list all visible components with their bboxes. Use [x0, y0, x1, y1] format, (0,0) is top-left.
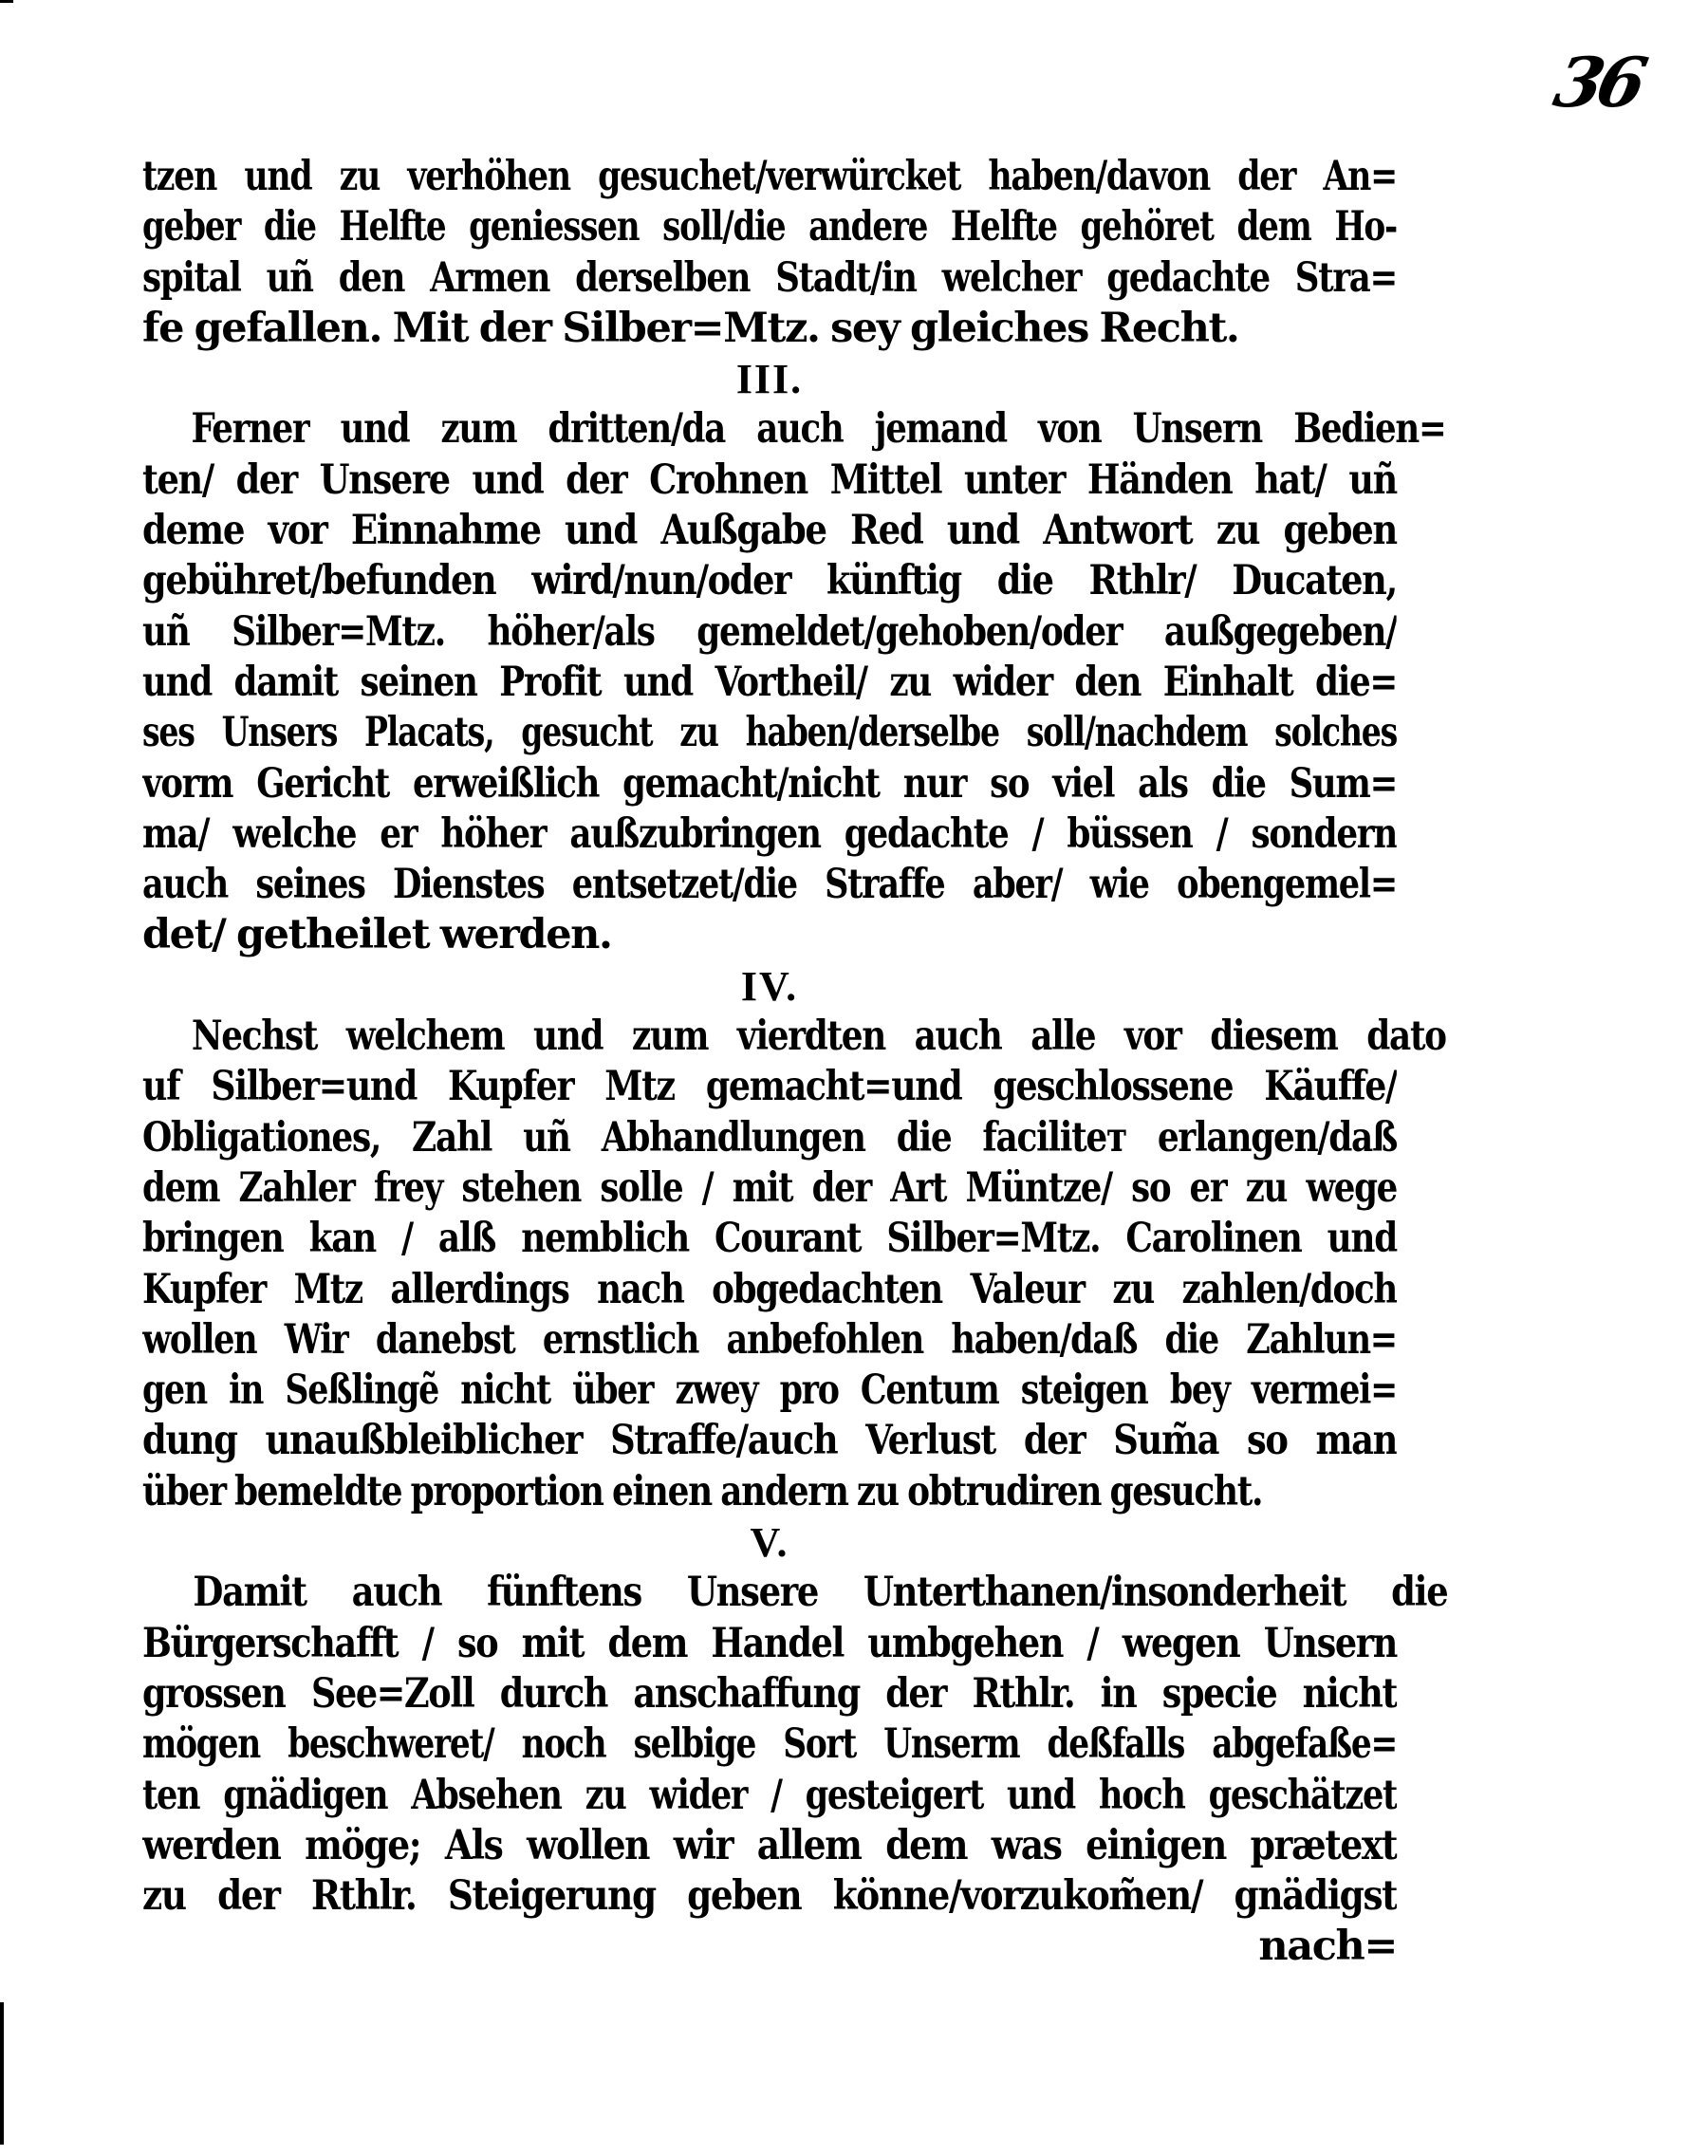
text-line: geber die Helfte geniessen soll/die andere Helfte gehöret dem Ho-	[142, 203, 1397, 251]
text-line: fe gefallen. Mit der Silber=Mtz. sey gleiches Recht.	[142, 304, 1239, 352]
section-heading-iii: III.	[735, 356, 804, 403]
text-line: werden möge; Als wollen wir allem dem was einigen prætext	[142, 1821, 1397, 1869]
scan-mark	[0, 0, 13, 3]
text-line: ses Unsers Placats, gesucht zu haben/derselbe soll/nachdem solches	[142, 709, 1398, 757]
section-heading-iv: IV.	[740, 962, 799, 1010]
text-line: spital uñ den Armen derselben Stadt/in welcher gedachte Stra=	[142, 253, 1398, 302]
text-line: wollen Wir danebst ernstlich anbefohlen haben/daß die Zahlun=	[142, 1315, 1397, 1364]
scan-edge-mark	[0, 2002, 4, 2145]
text-line: bringen kan / alß nemblich Courant Silber=Mtz. Carolinen und	[142, 1215, 1397, 1263]
text-line: uñ Silber=Mtz. höher/als gemeldet/gehoben/oder außgegeben/	[142, 607, 1397, 656]
text-line: Nechst welchem und zum vierdten auch alle vor diesem dato	[191, 1013, 1446, 1061]
section-heading-v: V.	[750, 1519, 789, 1567]
text-line: Ferner und zum dritten/da auch jemand von Unsern Bedien=	[191, 405, 1446, 454]
text-line: zu der Rthlr. Steigerung geben könne/vorzukom̃en/ gnädigst	[142, 1872, 1398, 1921]
text-line: tzen und zu verhöhen gesuchet/verwürcket haben/davon der An=	[142, 153, 1397, 200]
text-line: uf Silber=und Kupfer Mtz gemacht=und geschlossene Käuffe/	[142, 1063, 1397, 1111]
text-line: ten gnädigen Absehen zu wider / gesteigert und hoch geschätzet	[142, 1771, 1398, 1819]
text-line: auch seines Dienstes entsetzet/die Straffe aber/ wie obengemel=	[142, 861, 1397, 909]
text-line: ten/ der Unsere und der Crohnen Mittel unter Händen hat/ uñ	[142, 455, 1397, 504]
text-line: Bürgerschafft / so mit dem Handel umbgehen / wegen Unsern	[142, 1619, 1398, 1667]
text-line: Damit auch fünftens Unsere Unterthanen/insonderheit die	[193, 1569, 1448, 1617]
text-line: mögen beschweret/ noch selbige Sort Unserm deßfalls abgefaße=	[142, 1720, 1398, 1769]
catchword: nach=	[1258, 1923, 1397, 1971]
text-line: ma/ welche er höher außzubringen gedachte / büssen / sondern	[142, 809, 1398, 858]
text-line: Kupfer Mtz allerdings nach obgedachten Valeur zu zahlen/doch	[142, 1265, 1398, 1313]
text-line: und damit seinen Profit und Vortheil/ zu wider den Einhalt die=	[142, 658, 1397, 706]
text-line: vorm Gericht erweißlich gemacht/nicht nur so viel als die Sum=	[142, 759, 1398, 808]
text-line: dung unaußbleiblicher Straffe/auch Verlust der Sum̃a so man	[142, 1417, 1398, 1465]
text-line: Obligationes, Zahl uñ Abhandlungen die faciliteт erlangen/daß	[142, 1113, 1398, 1162]
text-line: det/ getheilet werden.	[142, 911, 612, 959]
text-line: dem Zahler frey stehen solle / mit der Art Müntze/ so er zu wege	[142, 1163, 1397, 1212]
text-line: über bemeldte proportion einen andern zu obtrudiren gesucht.	[142, 1467, 1263, 1515]
page-number: 36	[1548, 42, 1649, 122]
text-block	[142, 152, 1448, 1973]
text-line: deme vor Einnahme und Außgabe Red und Antwort zu geben	[142, 507, 1398, 555]
text-line: gen in Seßlingẽ nicht über zwey pro Centum steigen bey vermei=	[142, 1366, 1397, 1415]
text-line: grossen See=Zoll durch anschaffung der Rthlr. in specie nicht	[142, 1669, 1398, 1718]
text-line: gebühret/befunden wird/nun/oder künftig die Rthlr/ Ducaten,	[142, 557, 1397, 605]
